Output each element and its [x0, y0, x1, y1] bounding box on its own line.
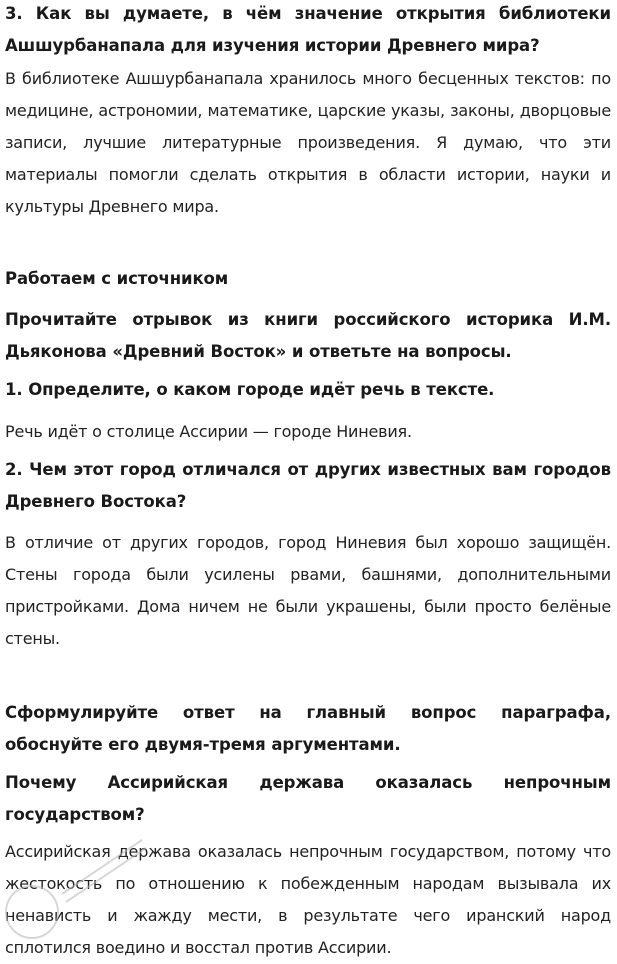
source-answer-1: Речь идёт о столице Ассирии — городе Ниневия. [5, 422, 412, 441]
question-3-answer: В библиотеке Ашшурбанапала хранилось много бесценных текстов: по медицине, астрономии, математике, царские указы, законы, дворцовые записи, лучшие литературные произведения. Я думаю, что эти материалы помогли сделать открытия в области истории, науки и культуры Древнего мира. [5, 69, 611, 216]
source-question-2: 2. Чем этот город отличался от других известных вам городов Древнего Востока? [5, 460, 611, 511]
main-question-heading: Сформулируйте ответ на главный вопрос параграфа, обоснуйте его двумя-тремя аргументами. [5, 703, 611, 754]
source-question-1: 1. Определите, о каком городе идёт речь в тексте. [5, 380, 495, 399]
main-question: Почему Ассирийская держава оказалась непрочным государством? [5, 773, 611, 824]
source-instruction: Прочитайте отрывок из книги российского историка И.М. Дьяконова «Древний Восток» и ответьте на вопросы. [5, 310, 611, 361]
source-section-heading: Работаем с источником [5, 269, 229, 288]
source-answer-2: В отличие от других городов, город Ниневия был хорошо защищён. Стены города были усилены рвами, башнями, дополнительными пристройками. Дома ничем не были украшены, были просто белёные стены. [5, 533, 611, 648]
question-3-title: 3. Как вы думаете, в чём значение открытия библиотеки Ашшурбанапала для изучения истории Древнего мира? [5, 4, 611, 55]
main-question-answer: Ассирийская держава оказалась непрочным государством, потому что жестокость по отношению к побежденным народам вызывала их ненависть и жажду мести, в результате чего иранский народ сплотился воедино и восстал против Ассирии. [5, 842, 611, 957]
